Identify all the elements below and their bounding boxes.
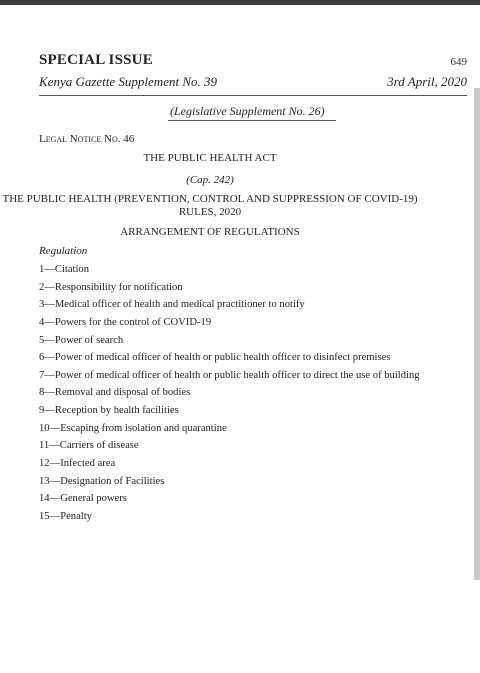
- list-item: 13—Designation of Facilities: [39, 475, 165, 487]
- arrangement-heading: ARRANGEMENT OF REGULATIONS: [120, 226, 300, 238]
- legal-notice-number: Legal Notice No. 46: [39, 133, 135, 145]
- legislative-supplement: (Legislative Supplement No. 26): [170, 104, 325, 118]
- list-item: 5—Power of search: [39, 334, 124, 346]
- act-chapter: (Cap. 242): [186, 174, 234, 186]
- list-item: 8—Removal and disposal of bodies: [39, 387, 191, 399]
- list-item: 1—Citation: [39, 264, 90, 275]
- list-item: 11—Carriers of disease: [39, 440, 139, 452]
- legislative-supplement-rule: [168, 120, 336, 121]
- list-item: 15—Penalty: [39, 510, 92, 522]
- regulation-heading: Regulation: [39, 245, 88, 257]
- list-item: 7—Power of medical officer of health or public health officer to direct the use of building: [39, 369, 420, 381]
- list-item: 10—Escaping from isolation and quarantine: [39, 422, 227, 434]
- header-rule: [39, 95, 467, 96]
- scrollbar[interactable]: [474, 88, 480, 580]
- top-status-bar: [0, 0, 480, 5]
- list-item: 4—Powers for the control of COVID-19: [39, 316, 212, 328]
- act-title: THE PUBLIC HEALTH ACT: [143, 152, 277, 164]
- list-item: 2—Responsibility for notification: [39, 281, 183, 293]
- list-item: 14—General powers: [39, 493, 127, 505]
- issue-date: 3rd April, 2020: [387, 74, 467, 89]
- list-item: 12—Infected area: [39, 458, 116, 470]
- gazette-supplement: Kenya Gazette Supplement No. 39: [39, 74, 217, 89]
- regulations-list: [39, 263, 420, 528]
- list-item: 3—Medical officer of health and medical practitioner to notify: [39, 299, 305, 311]
- rules-title: THE PUBLIC HEALTH (PREVENTION, CONTROL AND SUPPRESSION OF COVID-19) RULES, 2020: [2, 193, 418, 218]
- list-item: 6—Power of medical officer of health or public health officer to disinfect premises: [39, 352, 391, 364]
- page-title: SPECIAL ISSUE: [39, 52, 153, 68]
- list-item: 9—Reception by health facilities: [39, 405, 179, 417]
- page-number: 649: [450, 56, 467, 68]
